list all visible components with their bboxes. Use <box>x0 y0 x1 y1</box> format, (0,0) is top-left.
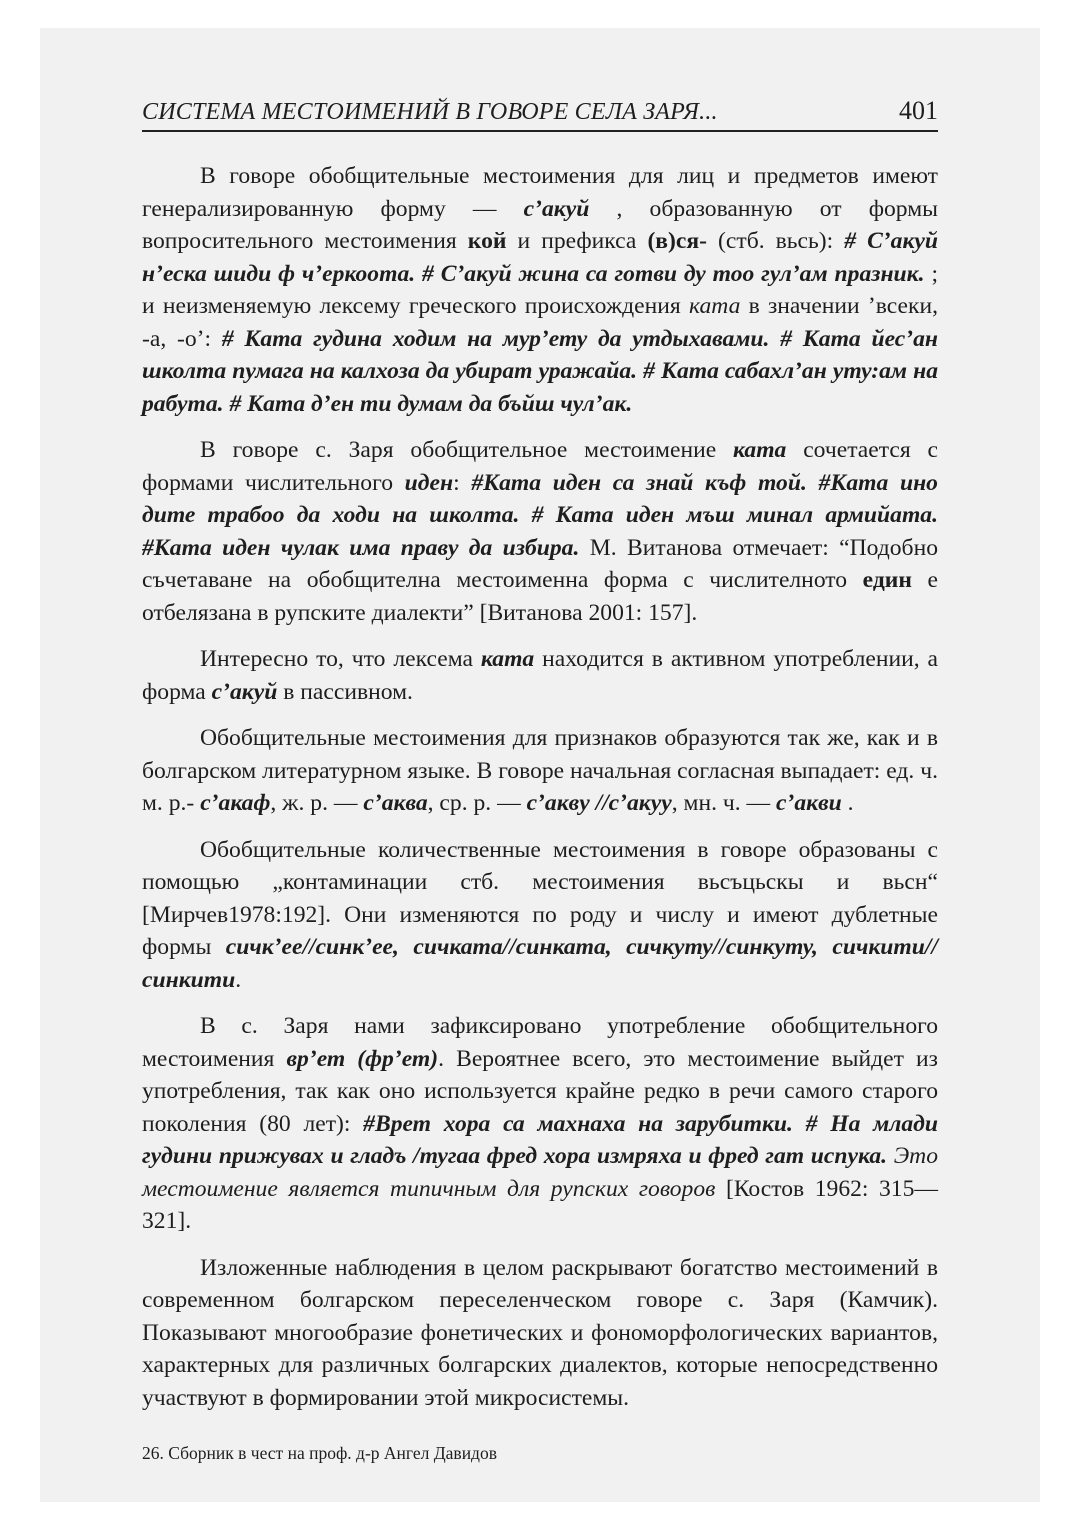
text-run: Изложенные наблюдения в целом раскрывают богатство местоимений в современном болгарском переселенческом говоре с. Заря (Камчик). Показывают многообразие фонетических и фономорфологических вариантов, характерных для различных болгарских диалектов, которые непосредственно участвуют в формировании этой микросистемы. <box>142 1254 938 1411</box>
example-run: с’акви <box>776 790 842 816</box>
example-run: с’акаф <box>200 790 271 816</box>
text-run: (стб. вьсь): <box>707 228 845 254</box>
text-run: [Костов 1962: 315—321]. <box>142 1175 938 1234</box>
text-run: , мн. ч. — <box>671 790 777 816</box>
paragraph <box>142 1252 938 1415</box>
example-run: Это местоимение является типичным для рупских говоров <box>142 1143 939 1202</box>
example-run: (в)ся- <box>647 228 708 254</box>
example-run: #Ката иден са знай къф той. #Ката ино дите трабоо да ходи на школта. # Ката иден мъш минал армийата. #Ката иден чулак има праву да избира. <box>142 469 938 561</box>
text-run: сочетается с формами числительного <box>142 437 939 496</box>
paragraph <box>142 722 938 820</box>
example-run: кой <box>467 228 507 254</box>
example-run: с’аква <box>363 790 428 816</box>
example-run: с’акуй <box>523 195 590 222</box>
example-run: с’акуй <box>211 678 278 705</box>
example-run: вр’ет (фр’ет) <box>286 1045 439 1072</box>
paragraph <box>142 643 938 708</box>
example-run: ката <box>733 437 787 463</box>
text-run: , ср. р. — <box>427 790 527 816</box>
example-run: ката <box>689 293 741 319</box>
paragraph <box>142 834 938 997</box>
text-run: . Вероятнее всего, это местоимение выйдет из употребления, так как оно используется крайне редко в речи самого старого поколения (80 лет): <box>142 1045 938 1137</box>
text-run: в пассивном. <box>277 678 413 705</box>
text-run: В с. Заря нами зафиксировано употребление обобщительного местоимения <box>142 1013 938 1072</box>
text-run: Обобщительные количественные местоимения в говоре образованы с помощью „контаминации стб. местоимения вьсъцьскы и вьсн“ [Мирчев1978:192]. Они изменяются по роду и числу и имеют дублетные формы <box>142 836 938 960</box>
example-run: # С’акуй н’еска шиди ф ч’еркоота. # С’акуй жина са готви ду тоо гул’ам празник. <box>142 228 939 287</box>
example-run: #Врет хора са махнаха на зарубитки. # На млади гудини прижувах и гладъ /тугаа фред хора измряха и фред гат испука. <box>142 1110 938 1169</box>
example-run: иден <box>404 469 454 496</box>
paragraph <box>142 1010 938 1238</box>
paragraph <box>142 434 938 629</box>
text-run: Интересно то, что лексема <box>200 646 481 672</box>
example-run: с’акву //с’акуу <box>526 790 672 816</box>
text-run: Обобщительные местоимения для признаков образуются так же, как и в болгарском литературном языке. В говоре начальная согласная выпадает: ед. ч. м. р.- <box>142 725 938 816</box>
example-run: # Ката гудина ходим на мур’ету да утдыхавами. # Ката йес’ан школта пумага на калхоза да убират уражайа. # Ката сабахл’ан уту:ам на рабута. # Ката д’ен ти думам да бъйш чул’ак. <box>142 325 938 417</box>
running-header <box>142 96 938 132</box>
text-run: В говоре обобщительные местоимения для лиц и предметов имеют генерализированную форму — <box>142 163 938 222</box>
page-footer: 26. Сборник в чест на проф. д-р Ангел Давидов <box>142 1443 497 1463</box>
text-run: находится в активном употреблении, а форма <box>142 646 939 705</box>
article-body <box>142 160 938 1428</box>
paragraph <box>142 160 938 420</box>
text-run: В говоре с. Заря обобщительное местоимение <box>200 437 734 463</box>
example-run: сичк’ее//синк’ее, сичката//синката, сичкуту//синкуту, сичкити//синкити <box>142 934 938 993</box>
text-run: е отбелязана в рупските диалекти” [Витанова 2001: 157]. <box>142 567 939 626</box>
text-run: в значении ’всеки, -а, -о’: <box>142 293 938 352</box>
text-run: : <box>453 469 472 496</box>
text-run: М. Витанова отмечает: “Подобно съчетаване на обобщителна местоименна форма с числителното <box>142 534 938 593</box>
text-run: , образованную от формы вопросительного местоимения <box>142 195 939 254</box>
text-run: и префикса <box>506 228 648 254</box>
page-number: 401 <box>899 96 938 125</box>
running-title: СИСТЕМА МЕСТОИМЕНИЙ В ГОВОРЕ СЕЛА ЗАРЯ... <box>142 99 718 125</box>
example-run: един <box>862 567 912 593</box>
text-run: ; и неизменяемую лексему греческого происхождения <box>142 260 938 319</box>
example-run: ката <box>480 646 535 672</box>
text-run: , ж. р. — <box>270 790 364 816</box>
text-run: . <box>841 790 854 816</box>
text-run: . <box>235 966 242 993</box>
